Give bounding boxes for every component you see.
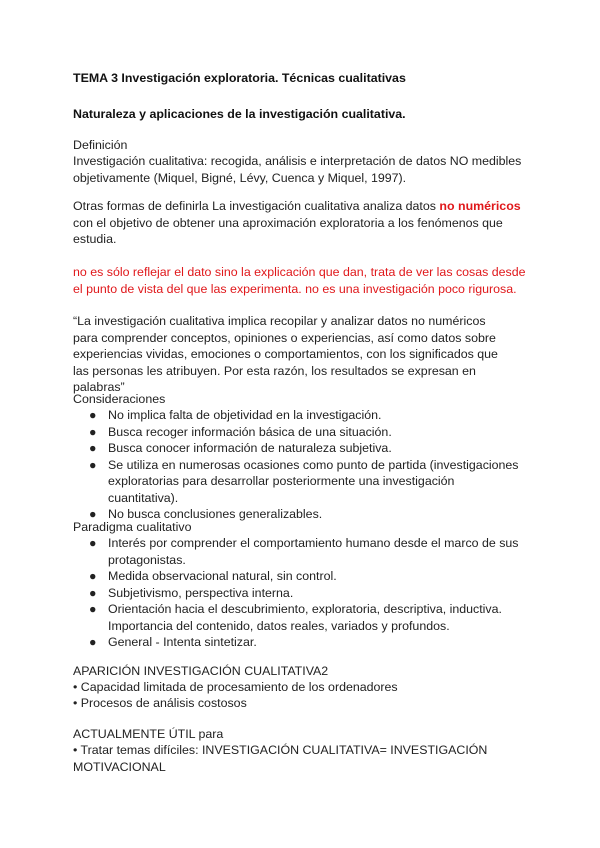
bullet-icon: ● <box>89 424 97 439</box>
section-subtitle: Naturaleza y aplicaciones de la investigación cualitativa. <box>73 107 406 121</box>
aparicion-heading: APARICIÓN INVESTIGACIÓN CUALITATIVA2 <box>73 664 329 678</box>
otras-formas-paragraph <box>73 198 543 248</box>
paradigma-heading: Paradigma cualitativo <box>73 520 192 534</box>
aparicion-line: • Capacidad limitada de procesamiento de los ordenadores <box>73 680 398 694</box>
otras-formas-continuation: con el objetivo de obtener una aproximación exploratoria a los fenómenos que estudia. <box>73 215 503 246</box>
list-item: ● No implica falta de objetividad en la investigación. <box>89 408 382 422</box>
no-numericos-highlight: no numéricos <box>439 199 521 213</box>
actualmente-line: • Tratar temas difíciles: INVESTIGACIÓN CUALITATIVA= INVESTIGACIÓN MOTIVACIONAL <box>73 743 488 774</box>
definicion-heading: Definición <box>73 138 128 152</box>
bullet-icon: ● <box>89 585 97 600</box>
consideraciones-list <box>73 407 523 523</box>
otras-formas-text: Otras formas de definirla La investigación cualitativa analiza datos <box>73 199 436 213</box>
list-item: ● No busca conclusiones generalizables. <box>89 507 323 521</box>
aparicion-line: • Procesos de análisis costosos <box>73 696 247 710</box>
bullet-icon: ● <box>89 507 97 521</box>
list-item: ● Subjetivismo, perspectiva interna. <box>89 585 294 600</box>
list-item: ● Busca conocer información de naturaleza subjetiva. <box>89 441 392 455</box>
list-item: ● Orientación hacia el descubrimiento, exploratoria, descriptiva, inductiva. Importancia del contenido, datos reales, variados y profundos. <box>89 602 502 633</box>
bullet-icon: ● <box>89 457 97 472</box>
red-note: no es sólo reflejar el dato sino la explicación que dan, trata de ver las cosas desde el punto de vista del que las experimenta. no es una investigación poco rigurosa. <box>73 265 526 296</box>
list-item: ● Interés por comprender el comportamiento humano desde el marco de sus protagonistas. <box>89 536 519 567</box>
consideraciones-heading: Consideraciones <box>73 392 166 406</box>
quote-paragraph: “La investigación cualitativa implica recopilar y analizar datos no numéricos para comprender conceptos, opiniones o experiencias, así como datos sobre experiencias vividas, emociones o comportamientos, con los significados que las personas les atribuyen. Por esta razón, los resultados se expresan en palabras” <box>73 314 498 394</box>
bullet-icon: ● <box>89 441 97 455</box>
bullet-icon: ● <box>89 635 97 649</box>
bullet-icon: ● <box>89 408 97 422</box>
definicion-text: Investigación cualitativa: recogida, análisis e interpretación de datos NO medibles objetivamente (Miquel, Bigné, Lévy, Cuenca y Miquel, 1997). <box>73 154 522 185</box>
bullet-icon: ● <box>89 536 97 550</box>
list-item: ● Se utiliza en numerosas ocasiones como punto de partida (investigaciones exploratorias para desarrollar posteriormente una investigación cuantitativa). <box>89 457 519 505</box>
list-item: ● Busca recoger información básica de una situación. <box>89 424 392 439</box>
bullet-icon: ● <box>89 569 97 583</box>
list-item: ● Medida observacional natural, sin control. <box>89 569 337 583</box>
list-item: ● General - Intenta sintetizar. <box>89 635 257 649</box>
paradigma-list <box>73 535 523 651</box>
actualmente-heading: ACTUALMENTE ÚTIL para <box>73 727 224 741</box>
document-title: TEMA 3 Investigación exploratoria. Técnicas cualitativas <box>73 71 406 85</box>
bullet-icon: ● <box>89 602 97 616</box>
